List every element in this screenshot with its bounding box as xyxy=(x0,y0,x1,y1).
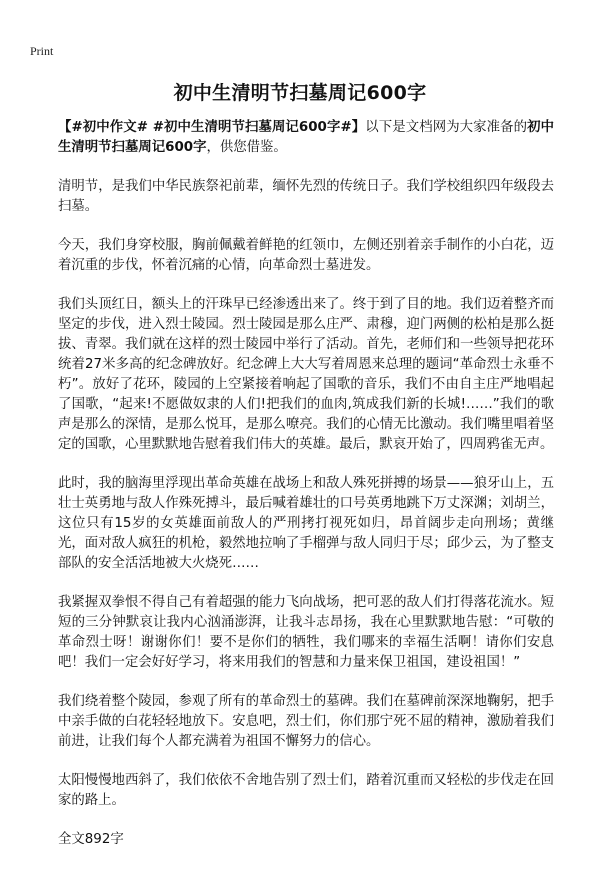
paragraph-1: 清明节，是我们中华民族祭祀前辈，缅怀先烈的传统日子。我们学校组织四年级段去扫墓。 xyxy=(58,179,554,214)
intro-paragraph xyxy=(58,118,554,158)
paragraph-6: 我们绕着整个陵园，参观了所有的革命烈士的墓碑。我们在墓碑前深深地鞠躬，把手中亲手做的白花轻轻地放下。安息吧，烈士们，你们那宁死不屈的精神，激励着我们前进，让我们每个人都充满着为祖国不懈努力的信心。 xyxy=(58,694,554,749)
paragraph-2: 今天，我们身穿校服，胸前佩戴着鲜艳的红领巾，左侧还别着亲手制作的小白花，迈着沉重的步伐，怀着沉痛的心情，向革命烈士墓进发。 xyxy=(58,238,554,273)
word-count: 全文892字 xyxy=(58,832,124,847)
paragraph-3: 我们头顶红日，额头上的汗珠早已经渗透出来了。终于到了目的地。我们迈着整齐而坚定的步伐，进入烈士陵园。烈士陵园是那么庄严、肃穆，迎门两侧的松柏是那么挺拔、青翠。我们就在这样的烈士陵园中举行了活动。首先，老师们和一些领导把花环统着27米多高的纪念碑放好。纪念碑上大大写着周恩来总理的题词“革命烈士永垂不朽”。放好了花环，陵园的上空紧接着响起了国歌的音乐，我们不由自主庄严地唱起了国歌，“起来!不愿做奴隶的人们!把我们的血肉,筑成我们新的长城!……”我们的歌声是那么的深情，是那么悦耳，是那么嘹亮。我们的心情无比激动。我们嘴里唱着坚定的国歌，心里默默地告慰着我们伟大的英雄。最后，默哀开始了，四周鸦雀无声。 xyxy=(58,297,554,452)
intro-text-after: ，供您借鉴。 xyxy=(206,140,287,155)
intro-text-before: 以下是文档网为大家准备的 xyxy=(365,120,528,135)
paragraph-7: 太阳慢慢地西斜了，我们依依不舍地告别了烈士们，踏着沉重而又轻松的步伐走在回家的路上。 xyxy=(58,773,554,808)
print-link[interactable]: Print xyxy=(30,44,54,58)
page-title: 初中生清明节扫墓周记600字 xyxy=(173,82,427,104)
intro-bold-title: 初中生清明节扫墓周记600字 xyxy=(58,120,555,155)
paragraph-4: 此时，我的脑海里浮现出革命英雄在战场上和敌人殊死拼搏的场景——狼牙山上，五壮士英勇地与敌人作殊死搏斗，最后喊着雄壮的口号英勇地跳下万丈深渊；刘胡兰，这位只有15岁的女英雄面前敌人的严刑拷打视死如归，昂首阔步走向刑场；黄继光，面对敌人疯狂的机枪，毅然地拉响了手榴弹与敌人同归于尽；邱少云，为了整支部队的安全活活地被大火烧死…… xyxy=(58,476,554,571)
article-body xyxy=(58,118,554,869)
paragraph-5: 我紧握双拳恨不得自己有着超强的能力飞向战场，把可恶的敌人们打得落花流水。短短的三分钟默哀让我内心汹涌澎湃，让我斗志昂扬，我在心里默默地告慰：“可敬的革命烈士呀！谢谢你们！要不是你们的牺牲，我们哪来的幸福生活啊！请你们安息吧！我们一定会好好学习，将来用我们的智慧和力量来保卫祖国，建设祖国！” xyxy=(58,595,554,670)
intro-tag: 【#初中作文# #初中生清明节扫墓周记600字#】 xyxy=(58,120,366,135)
